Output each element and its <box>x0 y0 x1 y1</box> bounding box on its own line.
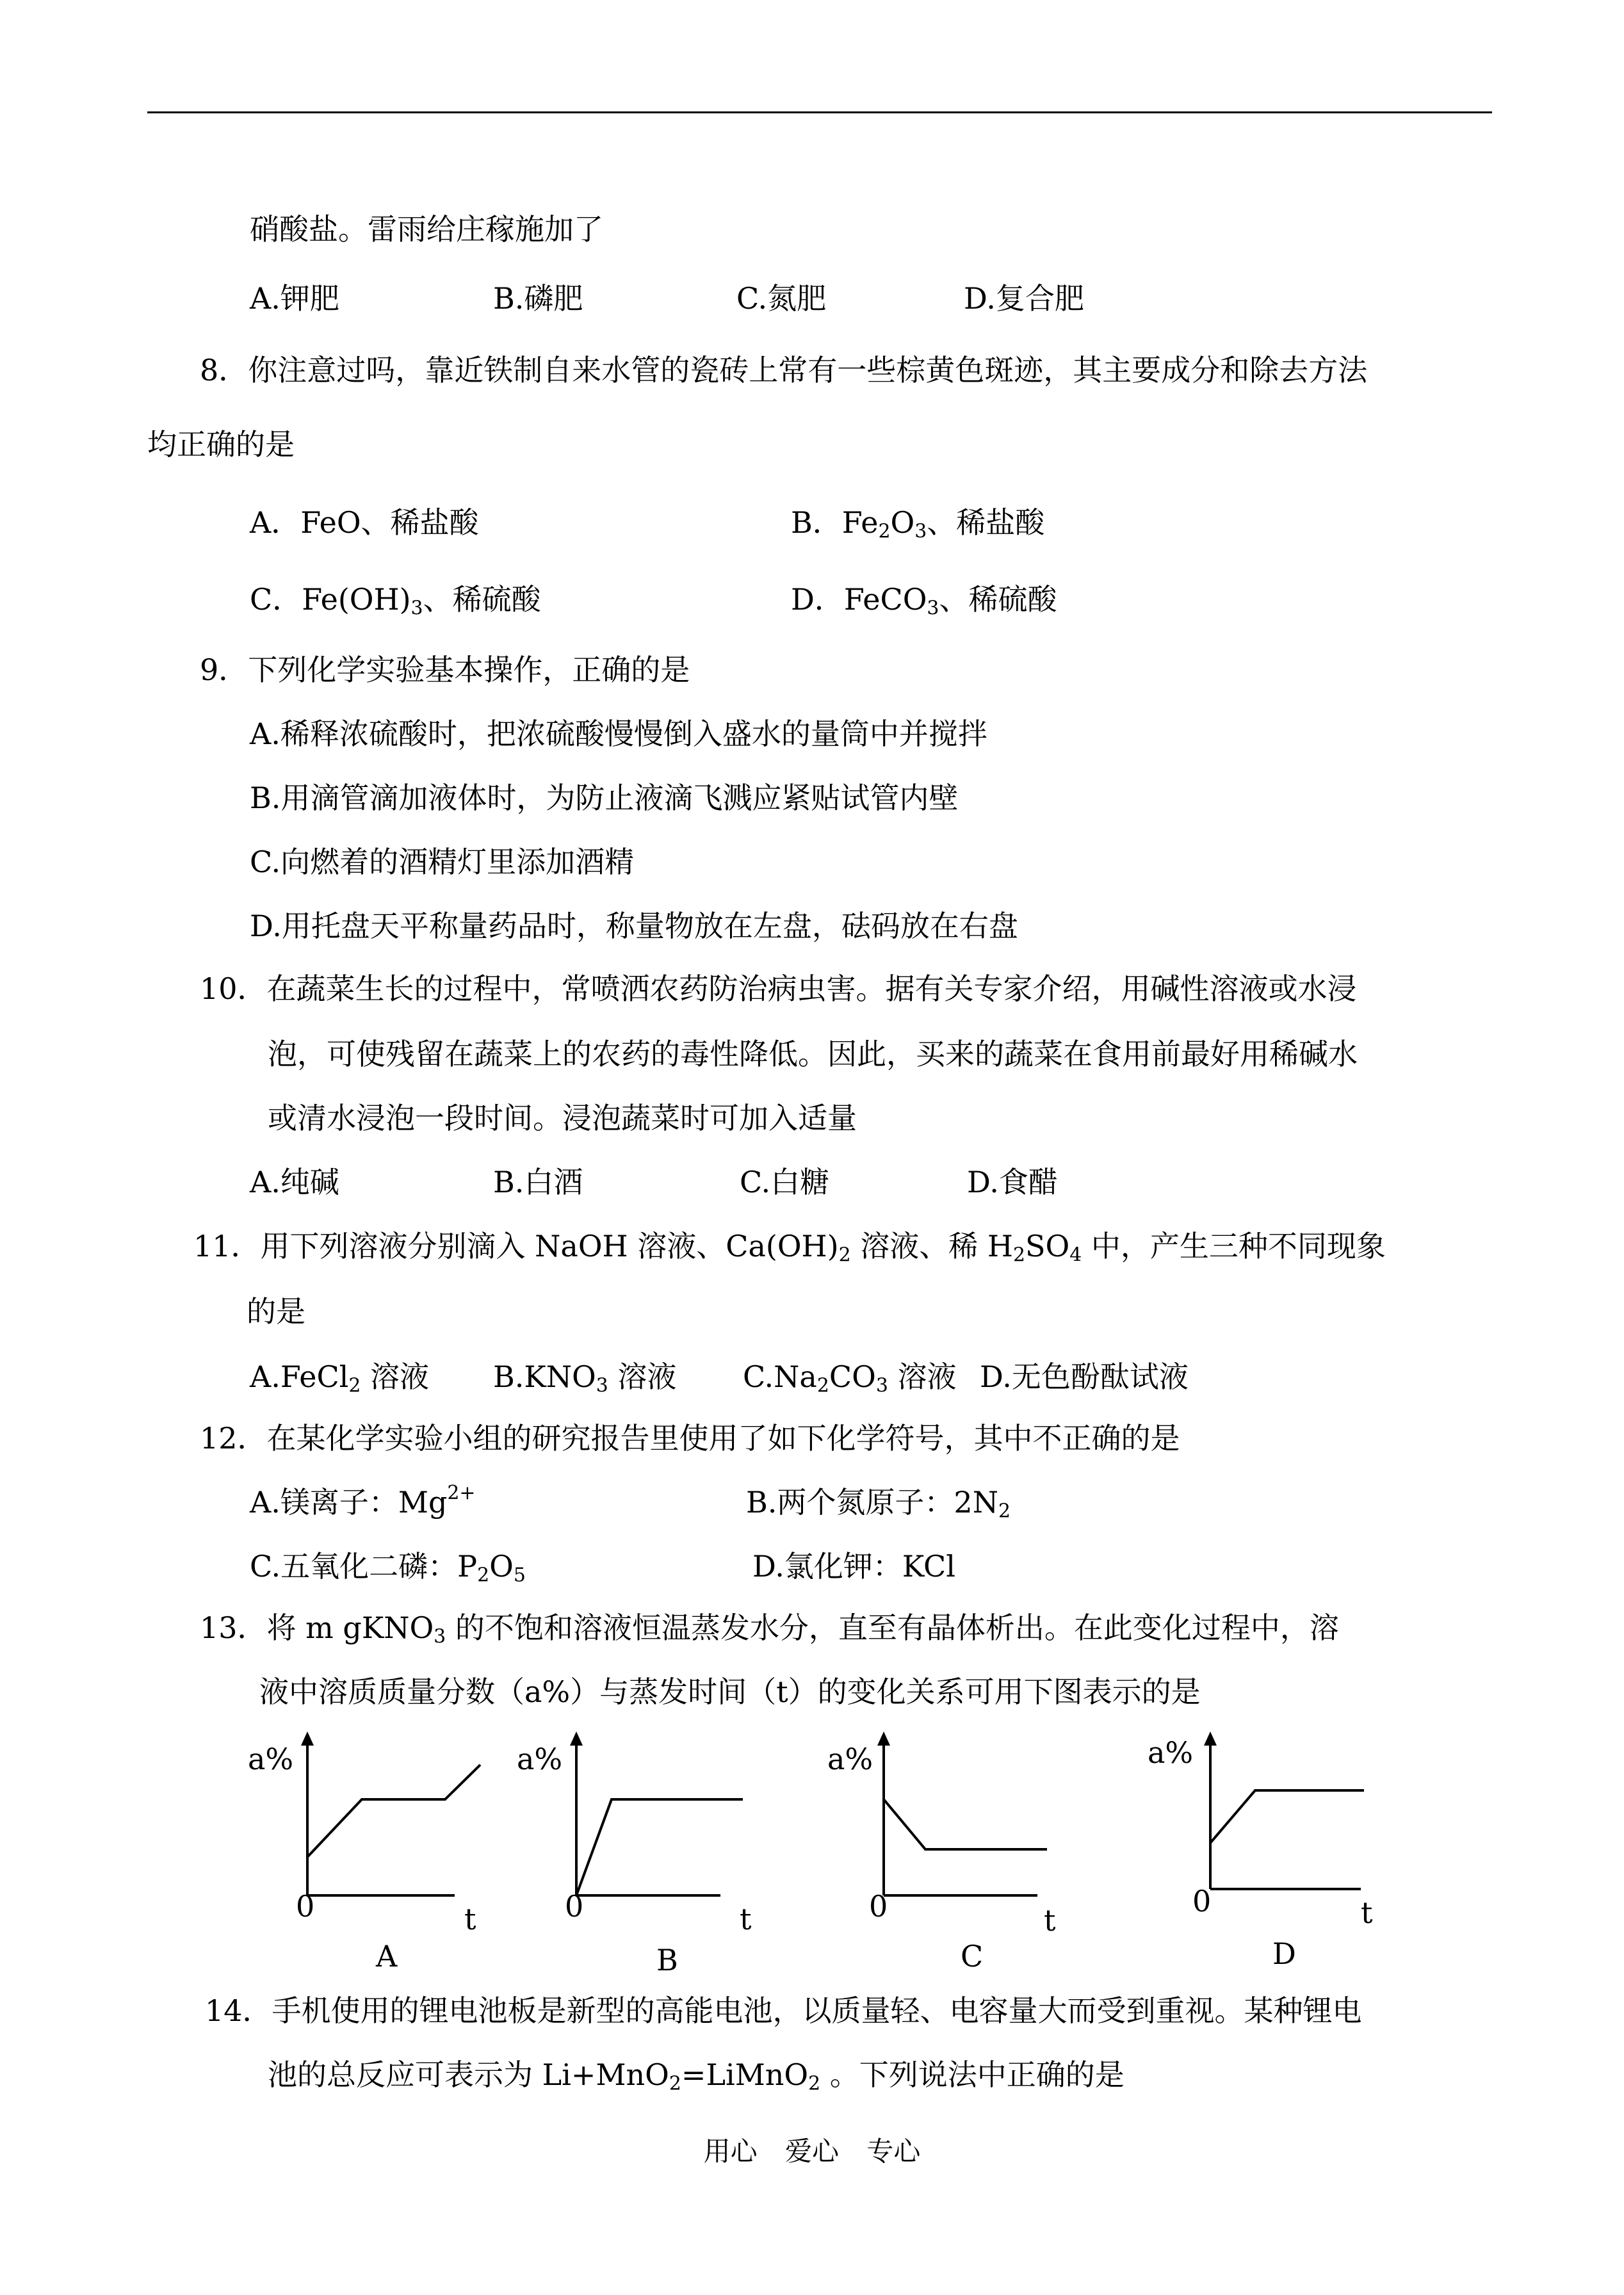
graph-b-y-arrow <box>570 1731 583 1746</box>
graph-c-letter: C <box>961 1939 984 1974</box>
q10-option-d: D.食醋 <box>967 1165 1058 1199</box>
q11-option-d: D.无色酚酞试液 <box>980 1359 1189 1394</box>
q11-option-c: $C.Na_2CO_3$ 溶液 <box>743 1359 957 1397</box>
q11-stem-line1: 11．用下列溶液分别滴入 NaOH 溶液、$Ca(OH)_2$ 溶液、稀 $H_2SO_4$ 中，产生三种不同现象 <box>193 1229 1386 1267</box>
q12-option-d: D.氯化钾：KCl <box>752 1549 955 1584</box>
graph-b-curve <box>576 1799 743 1895</box>
q10-option-a: A.纯碱 <box>250 1165 339 1199</box>
q12-option-a: A.镁离子：$Mg^{2+}$ <box>250 1482 476 1520</box>
q14-stem-line2: 池的总反应可表示为 Li+MnO$_2$=LiMnO$_2$ 。下列说法中正确的是 <box>268 2057 1125 2095</box>
graph-d-ylabel: a% <box>1148 1735 1194 1770</box>
q8-stem-line2: 均正确的是 <box>147 427 295 462</box>
q13-stem-line2: 液中溶质质量分数（a%）与蒸发时间（t）的变化关系可用下图表示的是 <box>259 1675 1201 1709</box>
q10-stem-line2: 泡，可使残留在蔬菜上的农药的毒性降低。因此，买来的蔬菜在食用前最好用稀碱水 <box>268 1037 1358 1071</box>
q8-option-a: A．FeO、稀盐酸 <box>250 505 479 540</box>
graph-a-ylabel: a% <box>248 1742 294 1776</box>
q10-option-b: B.白酒 <box>493 1165 583 1199</box>
q8-option-b: B．$Fe_2O_3$、稀盐酸 <box>791 505 1045 543</box>
q11-option-a: A.FeCl$_2$ 溶液 <box>250 1359 430 1397</box>
graph-d-curve <box>1210 1790 1364 1843</box>
q7-option-c: C.氮肥 <box>736 281 827 316</box>
q7-option-b: B.磷肥 <box>493 281 583 316</box>
graph-a-y-arrow <box>301 1731 314 1746</box>
graph-c-curve <box>884 1799 1047 1849</box>
header-rule <box>147 111 1492 113</box>
graph-c-xlabel: t <box>1044 1903 1056 1938</box>
q8-option-c: C．$Fe(OH)_3$、稀硫酸 <box>250 582 541 620</box>
graph-d-xlabel: t <box>1361 1895 1373 1930</box>
q10-stem-line3: 或清水浸泡一段时间。浸泡蔬菜时可加入适量 <box>268 1101 857 1135</box>
graph-c-origin: 0 <box>869 1889 888 1924</box>
q9-stem: 9．下列化学实验基本操作，正确的是 <box>200 653 690 687</box>
q7-option-d: D.复合肥 <box>964 281 1084 316</box>
q12-option-b: B.两个氮原子：$2N_2$ <box>746 1485 1011 1523</box>
q7-option-a: A.钾肥 <box>250 281 339 316</box>
graph-b-origin: 0 <box>565 1889 584 1924</box>
graph-b-xlabel: t <box>740 1902 752 1936</box>
graph-a-letter: A <box>376 1939 398 1974</box>
graph-c-y-arrow <box>877 1731 890 1746</box>
q8-stem-line1: 8．你注意过吗，靠近铁制自来水管的瓷砖上常有一些棕黄色斑迹，其主要成分和除去方法 <box>200 353 1368 387</box>
graph-b-letter: B <box>656 1943 678 1977</box>
q7-continuation: 硝酸盐。雷雨给庄稼施加了 <box>250 212 603 247</box>
graph-a-curve <box>307 1765 480 1857</box>
q13-stem-line1: 13．将 m gKNO$_3$ 的不饱和溶液恒温蒸发水分，直至有晶体析出。在此变化过程中，溶 <box>200 1610 1339 1648</box>
q8-option-d: D．FeCO$_3$、稀硫酸 <box>791 582 1057 620</box>
graph-b-ylabel: a% <box>517 1742 563 1776</box>
q12-option-c: C.五氧化二磷：$P_2O_5$ <box>250 1549 526 1587</box>
graph-d-letter: D <box>1272 1936 1296 1971</box>
q9-option-b: B.用滴管滴加液体时，为防止液滴飞溅应紧贴试管内壁 <box>250 781 959 815</box>
graph-c-ylabel: a% <box>827 1742 873 1776</box>
graph-a-xlabel: t <box>464 1902 476 1936</box>
q11-stem-line2: 的是 <box>247 1294 305 1329</box>
q10-option-c: C.白糖 <box>740 1165 830 1199</box>
q14-stem-line1: 14．手机使用的锂电池板是新型的高能电池，以质量轻、电容量大而受到重视。某种锂电 <box>205 1993 1362 2028</box>
q12-stem: 12．在某化学实验小组的研究报告里使用了如下化学符号，其中不正确的是 <box>200 1421 1180 1456</box>
q11-option-b: $B.KNO_3$ 溶液 <box>493 1359 677 1397</box>
q9-option-c: C.向燃着的酒精灯里添加酒精 <box>250 845 635 879</box>
q10-stem-line1: 10．在蔬菜生长的过程中，常喷洒农药防治病虫害。据有关专家介绍，用碱性溶液或水浸 <box>200 971 1357 1006</box>
page-footer: 用心 爱心 专心 <box>703 2136 921 2167</box>
q9-option-d: D.用托盘天平称量药品时，称量物放在左盘，砝码放在右盘 <box>250 909 1018 943</box>
graph-d-y-arrow <box>1204 1731 1217 1746</box>
graph-d-origin: 0 <box>1192 1884 1212 1918</box>
q9-option-a: A.稀释浓硫酸时，把浓硫酸慢慢倒入盛水的量筒中并搅拌 <box>250 717 987 751</box>
graph-a-origin: 0 <box>296 1889 315 1924</box>
